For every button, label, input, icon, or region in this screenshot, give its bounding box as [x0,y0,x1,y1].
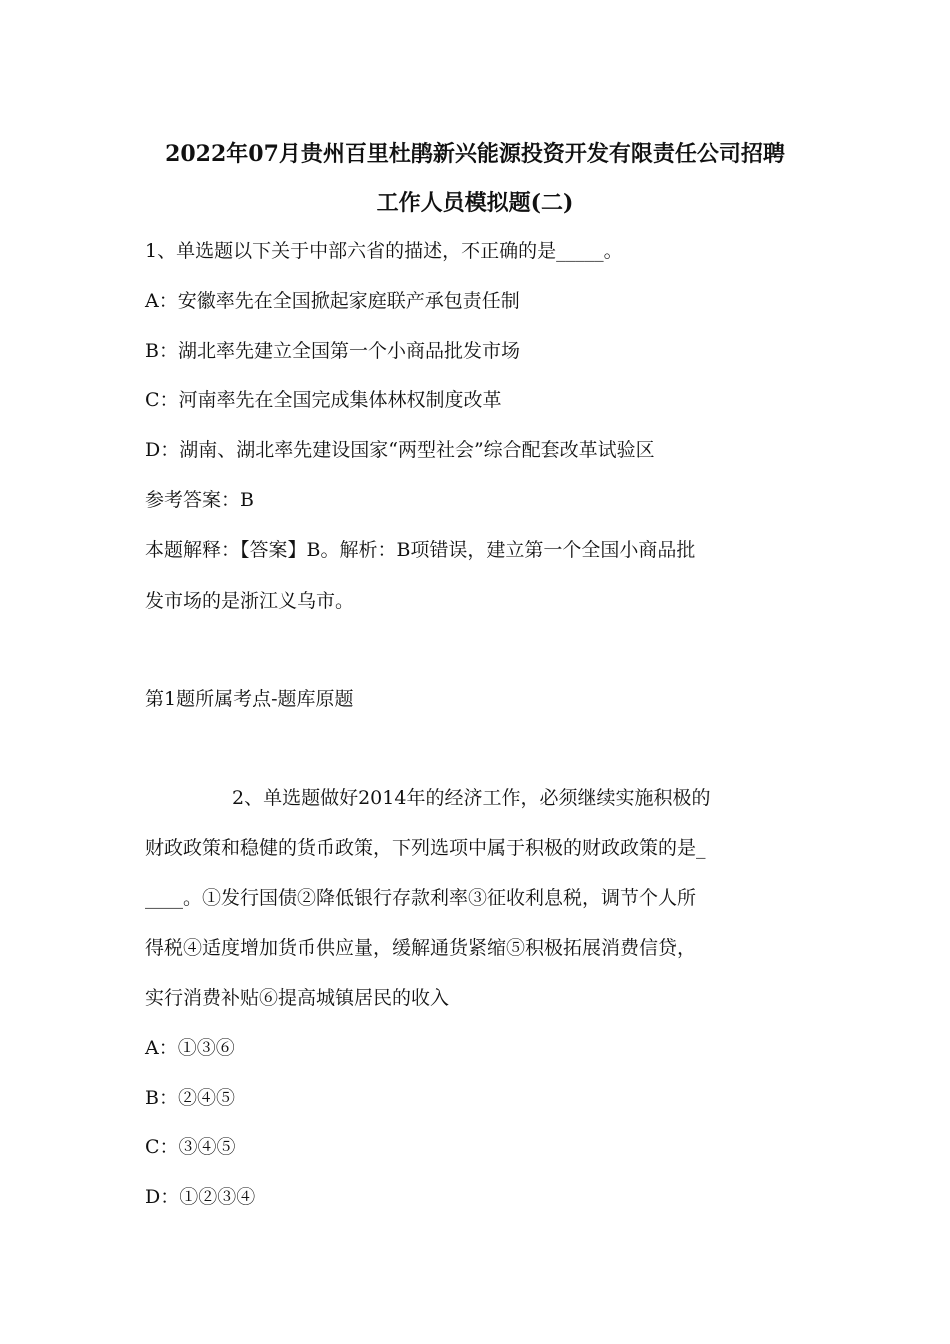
question-2-option-d: D：①②③④ [145,1186,256,1208]
question-1-option-b: B：湖北率先建立全国第一个小商品批发市场 [145,340,520,362]
question-1-answer: 参考答案：B [145,489,254,511]
question-2-option-c: C：③④⑤ [145,1136,236,1158]
question-1-topic: 第1题所属考点-题库原题 [145,688,354,710]
document-title-line-1: 2022年07月贵州百里杜鹃新兴能源投资开发有限责任公司招聘 [165,141,785,167]
question-1-stem: 1、单选题以下关于中部六省的描述，不正确的是_____。 [145,240,623,262]
question-2-option-a: A：①③⑥ [145,1037,235,1059]
question-1-option-a: A：安徽率先在全国掀起家庭联产承包责任制 [145,290,520,312]
question-2-option-b: B：②④⑤ [145,1087,235,1109]
document-title-line-2: 工作人员模拟题(二) [376,190,574,216]
question-2-stem-line-5: 实行消费补贴⑥提高城镇居民的收入 [145,987,450,1009]
question-2-stem-line-2: 财政政策和稳健的货币政策，下列选项中属于积极的财政政策的是_ [145,837,706,859]
question-2-stem-line-4: 得税④适度增加货币供应量，缓解通货紧缩⑤积极拓展消费信贷， [145,937,697,959]
question-2-stem-line-1: 2、单选题做好2014年的经济工作，必须继续实施积极的 [232,787,711,809]
question-1-explanation-line-2: 发市场的是浙江义乌市。 [145,590,355,612]
question-1-option-c: C：河南率先在全国完成集体林权制度改革 [145,389,502,411]
question-1-option-d: D：湖南、湖北率先建设国家“两型社会”综合配套改革试验区 [145,439,655,461]
question-2-stem-line-3: ____。①发行国债②降低银行存款利率③征收利息税，调节个人所 [145,887,697,909]
question-1-explanation-line-1: 本题解释：【答案】B。解析：B项错误，建立第一个全国小商品批 [145,539,696,561]
